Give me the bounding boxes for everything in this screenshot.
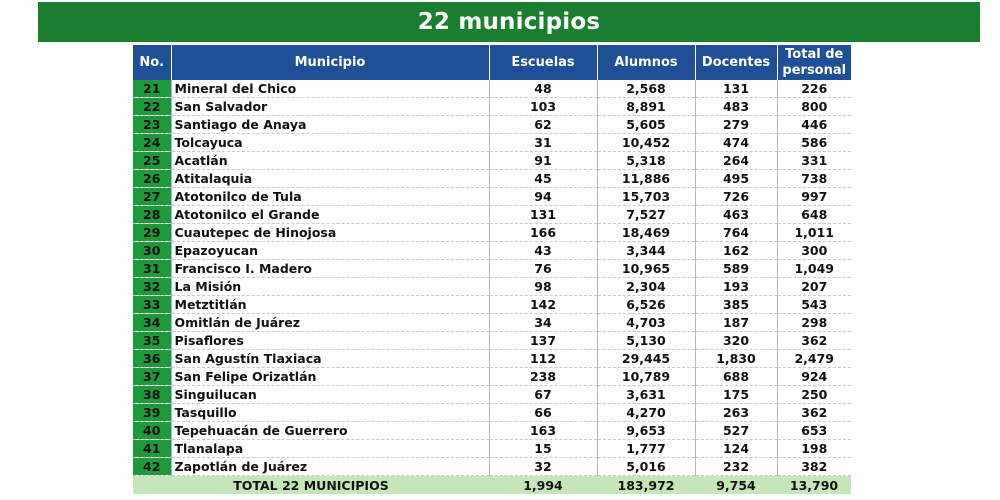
cell-docentes: 589	[695, 260, 777, 278]
cell-alumnos: 4,270	[597, 404, 695, 422]
cell-alumnos: 5,130	[597, 332, 695, 350]
cell-municipio: Omitlán de Juárez	[171, 314, 489, 332]
cell-alumnos: 18,469	[597, 224, 695, 242]
cell-docentes: 320	[695, 332, 777, 350]
cell-escuelas: 98	[489, 278, 597, 296]
cell-escuelas: 67	[489, 386, 597, 404]
cell-no: 34	[133, 314, 171, 332]
cell-escuelas: 94	[489, 188, 597, 206]
table-row	[133, 98, 851, 116]
table-row	[133, 350, 851, 368]
total-label: TOTAL 22 MUNICIPIOS	[133, 476, 489, 495]
cell-total-personal: 331	[777, 152, 851, 170]
header-total-line2: personal	[782, 62, 847, 78]
cell-municipio: Epazoyucan	[171, 242, 489, 260]
cell-total-personal: 298	[777, 314, 851, 332]
cell-alumnos: 10,789	[597, 368, 695, 386]
header-total-personal	[777, 45, 851, 80]
cell-no: 24	[133, 134, 171, 152]
cell-no: 33	[133, 296, 171, 314]
cell-alumnos: 7,527	[597, 206, 695, 224]
table-row	[133, 440, 851, 458]
cell-escuelas: 43	[489, 242, 597, 260]
table-row	[133, 170, 851, 188]
total-escuelas: 1,994	[489, 476, 597, 495]
cell-municipio: Mineral del Chico	[171, 80, 489, 98]
cell-escuelas: 103	[489, 98, 597, 116]
cell-total-personal: 586	[777, 134, 851, 152]
cell-alumnos: 2,304	[597, 278, 695, 296]
header-docentes: Docentes	[695, 45, 777, 80]
cell-total-personal: 648	[777, 206, 851, 224]
cell-no: 27	[133, 188, 171, 206]
cell-alumnos: 8,891	[597, 98, 695, 116]
cell-docentes: 162	[695, 242, 777, 260]
cell-total-personal: 543	[777, 296, 851, 314]
cell-escuelas: 45	[489, 170, 597, 188]
cell-no: 38	[133, 386, 171, 404]
total-docentes: 9,754	[695, 476, 777, 495]
table-row	[133, 422, 851, 440]
table-row	[133, 332, 851, 350]
table-row	[133, 152, 851, 170]
cell-total-personal: 362	[777, 332, 851, 350]
cell-alumnos: 10,965	[597, 260, 695, 278]
table-row	[133, 188, 851, 206]
cell-municipio: San Salvador	[171, 98, 489, 116]
cell-escuelas: 238	[489, 368, 597, 386]
cell-municipio: La Misión	[171, 278, 489, 296]
header-no: No.	[133, 45, 171, 80]
cell-alumnos: 5,605	[597, 116, 695, 134]
cell-docentes: 187	[695, 314, 777, 332]
cell-alumnos: 4,703	[597, 314, 695, 332]
cell-municipio: Atotonilco de Tula	[171, 188, 489, 206]
cell-alumnos: 29,445	[597, 350, 695, 368]
cell-total-personal: 924	[777, 368, 851, 386]
cell-no: 22	[133, 98, 171, 116]
table-row	[133, 80, 851, 98]
cell-municipio: Atitalaquia	[171, 170, 489, 188]
total-personal: 13,790	[777, 476, 851, 495]
cell-docentes: 474	[695, 134, 777, 152]
cell-total-personal: 382	[777, 458, 851, 476]
cell-escuelas: 34	[489, 314, 597, 332]
cell-no: 23	[133, 116, 171, 134]
cell-municipio: Pisaflores	[171, 332, 489, 350]
cell-no: 29	[133, 224, 171, 242]
cell-alumnos: 15,703	[597, 188, 695, 206]
cell-escuelas: 76	[489, 260, 597, 278]
cell-no: 26	[133, 170, 171, 188]
header-alumnos: Alumnos	[597, 45, 695, 80]
cell-no: 31	[133, 260, 171, 278]
table-row	[133, 134, 851, 152]
cell-docentes: 483	[695, 98, 777, 116]
cell-municipio: Cuautepec de Hinojosa	[171, 224, 489, 242]
cell-docentes: 193	[695, 278, 777, 296]
cell-alumnos: 5,318	[597, 152, 695, 170]
cell-municipio: San Agustín Tlaxiaca	[171, 350, 489, 368]
cell-no: 36	[133, 350, 171, 368]
cell-docentes: 385	[695, 296, 777, 314]
cell-municipio: Tolcayuca	[171, 134, 489, 152]
cell-alumnos: 3,631	[597, 386, 695, 404]
cell-escuelas: 166	[489, 224, 597, 242]
municipios-table	[133, 45, 851, 494]
cell-total-personal: 198	[777, 440, 851, 458]
table-row	[133, 404, 851, 422]
total-row	[133, 476, 851, 495]
cell-total-personal: 738	[777, 170, 851, 188]
cell-total-personal: 250	[777, 386, 851, 404]
cell-docentes: 463	[695, 206, 777, 224]
cell-no: 21	[133, 80, 171, 98]
cell-docentes: 131	[695, 80, 777, 98]
cell-alumnos: 9,653	[597, 422, 695, 440]
cell-no: 28	[133, 206, 171, 224]
cell-municipio: Metztitlán	[171, 296, 489, 314]
table-row	[133, 206, 851, 224]
cell-municipio: Santiago de Anaya	[171, 116, 489, 134]
cell-escuelas: 31	[489, 134, 597, 152]
cell-alumnos: 5,016	[597, 458, 695, 476]
table-body	[133, 80, 851, 476]
cell-total-personal: 362	[777, 404, 851, 422]
cell-municipio: San Felipe Orizatlán	[171, 368, 489, 386]
cell-no: 42	[133, 458, 171, 476]
table-row	[133, 368, 851, 386]
cell-docentes: 264	[695, 152, 777, 170]
cell-no: 41	[133, 440, 171, 458]
cell-total-personal: 1,049	[777, 260, 851, 278]
table-row	[133, 242, 851, 260]
cell-escuelas: 142	[489, 296, 597, 314]
total-alumnos: 183,972	[597, 476, 695, 495]
header-total-line1: Total de	[785, 46, 844, 62]
table-row	[133, 386, 851, 404]
cell-escuelas: 163	[489, 422, 597, 440]
cell-total-personal: 997	[777, 188, 851, 206]
cell-alumnos: 10,452	[597, 134, 695, 152]
cell-total-personal: 2,479	[777, 350, 851, 368]
cell-municipio: Atotonilco el Grande	[171, 206, 489, 224]
cell-docentes: 726	[695, 188, 777, 206]
table-row	[133, 224, 851, 242]
cell-alumnos: 11,886	[597, 170, 695, 188]
cell-alumnos: 2,568	[597, 80, 695, 98]
table-header-row	[133, 45, 851, 80]
table-row	[133, 260, 851, 278]
cell-docentes: 688	[695, 368, 777, 386]
cell-no: 32	[133, 278, 171, 296]
cell-municipio: Tasquillo	[171, 404, 489, 422]
cell-docentes: 232	[695, 458, 777, 476]
table-row	[133, 278, 851, 296]
cell-total-personal: 300	[777, 242, 851, 260]
cell-docentes: 263	[695, 404, 777, 422]
cell-docentes: 279	[695, 116, 777, 134]
table-row	[133, 458, 851, 476]
cell-total-personal: 446	[777, 116, 851, 134]
cell-alumnos: 3,344	[597, 242, 695, 260]
table-row	[133, 116, 851, 134]
cell-escuelas: 131	[489, 206, 597, 224]
cell-total-personal: 207	[777, 278, 851, 296]
cell-escuelas: 32	[489, 458, 597, 476]
cell-docentes: 764	[695, 224, 777, 242]
cell-docentes: 527	[695, 422, 777, 440]
header-municipio: Municipio	[171, 45, 489, 80]
cell-escuelas: 48	[489, 80, 597, 98]
table-row	[133, 296, 851, 314]
cell-escuelas: 137	[489, 332, 597, 350]
cell-no: 39	[133, 404, 171, 422]
cell-docentes: 124	[695, 440, 777, 458]
cell-municipio: Tepehuacán de Guerrero	[171, 422, 489, 440]
cell-docentes: 175	[695, 386, 777, 404]
cell-no: 35	[133, 332, 171, 350]
table-row	[133, 314, 851, 332]
cell-no: 25	[133, 152, 171, 170]
cell-municipio: Acatlán	[171, 152, 489, 170]
cell-escuelas: 15	[489, 440, 597, 458]
cell-no: 30	[133, 242, 171, 260]
cell-municipio: Zapotlán de Juárez	[171, 458, 489, 476]
cell-alumnos: 1,777	[597, 440, 695, 458]
cell-escuelas: 62	[489, 116, 597, 134]
cell-no: 37	[133, 368, 171, 386]
cell-escuelas: 112	[489, 350, 597, 368]
cell-total-personal: 226	[777, 80, 851, 98]
cell-no: 40	[133, 422, 171, 440]
cell-total-personal: 1,011	[777, 224, 851, 242]
header-escuelas: Escuelas	[489, 45, 597, 80]
cell-municipio: Tlanalapa	[171, 440, 489, 458]
cell-alumnos: 6,526	[597, 296, 695, 314]
cell-total-personal: 653	[777, 422, 851, 440]
page-title: 22 municipios	[38, 2, 980, 42]
cell-docentes: 1,830	[695, 350, 777, 368]
cell-docentes: 495	[695, 170, 777, 188]
cell-municipio: Singuilucan	[171, 386, 489, 404]
cell-escuelas: 91	[489, 152, 597, 170]
cell-total-personal: 800	[777, 98, 851, 116]
cell-municipio: Francisco I. Madero	[171, 260, 489, 278]
cell-escuelas: 66	[489, 404, 597, 422]
